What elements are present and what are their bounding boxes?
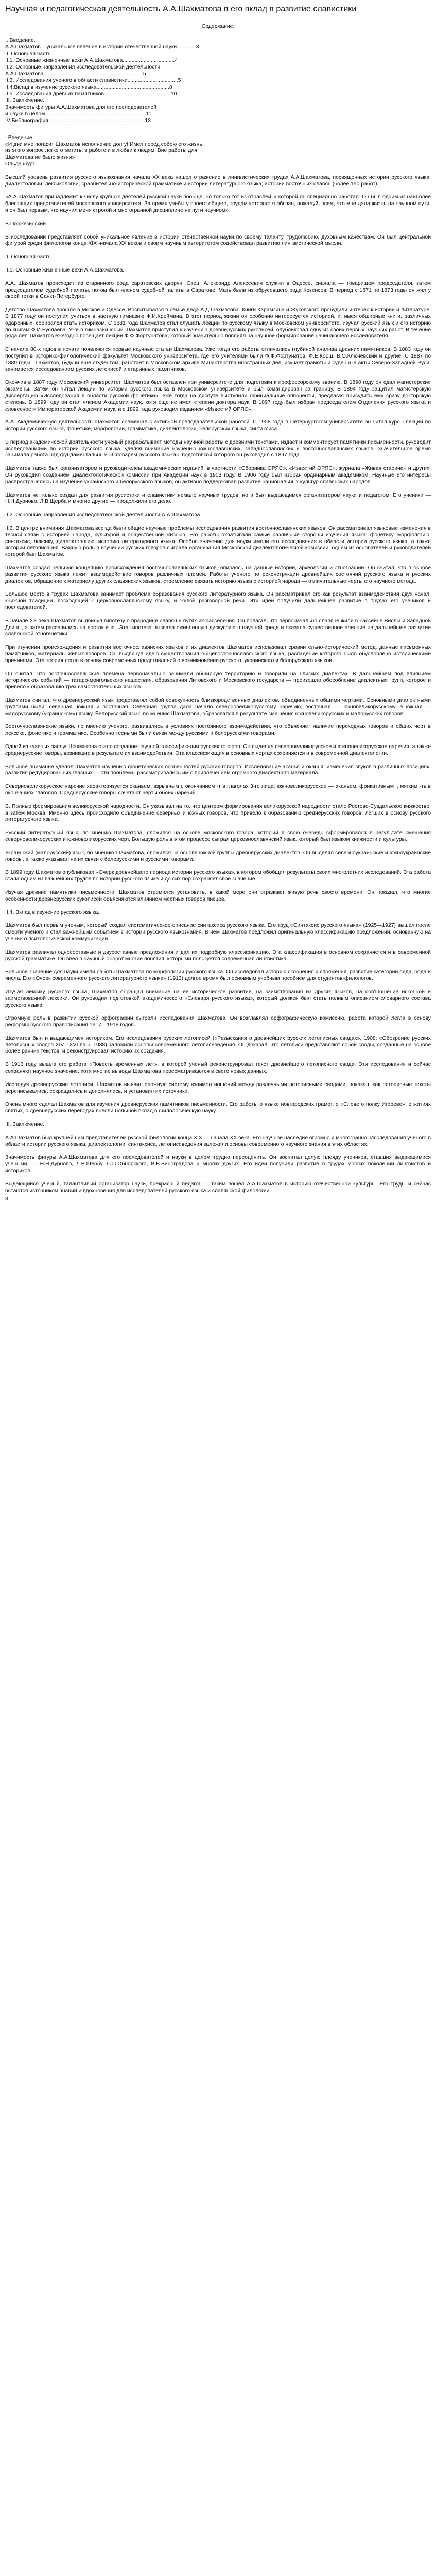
paragraph: II.2. Основные направления исследовательской деятельности А.А.Шахматова. xyxy=(5,512,202,518)
epigraph-line: Ольденбург. xyxy=(5,161,36,167)
paragraph: Шахматов различал односоставные и двусоставные предложения и дал их подробную классификацию. Эта классификация в основном сохраняется и в современной русской грамматике. Он ввел в научный оборот многие понятия, которыми пользуется современная лингвистика. xyxy=(5,949,431,962)
paragraph: Большое место в трудах Шахматова занимает проблема образования русского литературного языка. Он рассматривал его как результат взаимодействия двух начал: книжной традиции, восходящей к церковнославянскому языку, и живой разговорной речи. Эти идеи получили дальнейшее развитие в трудах его учеников и последователей. xyxy=(5,591,431,611)
paragraph: III. Заключение. xyxy=(5,1122,45,1128)
paragraph: Шахматов не только создал для развития русистики и славистики немало научных трудов, но и был выдающимся организатором науки и педагогом. Его ученики — Н.Н.Дурново, Л.В.Щерба и многие другие — продолжили его дело. xyxy=(5,492,431,505)
paragraph: II.3. В центре внимания Шахматова всегда были общие научные проблемы исследования развития восточнославянских языков. Он рассматривал языковые изменения в тесной связи с историей народа, культурой и общественной жизнью. Его работы охватывали самые различные стороны изучения языка: фонетику, морфологию, синтаксис, лексику, диалектологию, историю литературного языка. Особое значение для науки имели его исследования в области истории русского языка, а также истории летописания. Важную роль в изучении русских говоров сыграла организация Московской диалектологической комиссии, одним из основателей и руководителей которой был Шахматов. xyxy=(5,526,431,558)
paragraph: Шахматов также был организатором и руководителем академических изданий, в частности «Сборника ОРЯС», «Известий ОРЯС», журнала «Живая старина» и других. Он руководил созданием Диалектологической комиссии при Академии наук в 1903 году. В 1906 году был избран ординарным академиком. Научные его интересы распространялись на изучение украинского и белорусского языков, он активно поддерживал развитие национальных культур славянских народов. xyxy=(5,466,431,485)
toc-item: II.1. Основные жизненные вехи А.А.Шахматова...................................4 xyxy=(5,57,178,63)
paragraph: А.А.Шахматов был крупнейшим представителем русской филологии конца XIX — начала XX века. Его научное наследие огромно и многогранно. Исследования ученого в области истории русского языка, диалектологии, синтаксиса, летописеведения заложили основы современного научного знания в этих областях. xyxy=(5,1134,431,1147)
paragraph: «А.А.Шахматов принадлежит к числу крупных деятелей русской науки вообще, но только тот из отраслей, к которой он специально работал. Он был одним из наиболее блестящих представителей московского университета. За время учебы у своего общего, трудам которого я обязан, пожалуй, всем, что мне дала жизнь на научном пути, и он был первым, кто научил меня строгой и многогранной дисциплине на пути научном» xyxy=(5,194,431,213)
toc-item: IV Библиография.................................................................13 xyxy=(5,117,151,124)
toc-item: Значимость фигуры А.А.Шахматова для его последователей xyxy=(5,104,157,110)
paragraph: А.А. Шахматов происходит из старинного рода саратовских дворян. Отец, Александр Алексеевич служил в Одессе, сначала — товарищем председателя, затем председателем судебной палаты, потом был членом судебной палаты в Саратове. Мать была из обрусевшего рода Козенсов. В период с 1871 по 1873 годы он жил у своей тетки в Санкт-Петербурге. xyxy=(5,280,431,300)
paragraph: В 1916 году вышла его работа «Повесть временных лет», в которой ученый реконструировал текст древнейшего летописного свода. Эти исследования и сейчас сохраняют научное значение, хотя многие выводы Шахматова пересматриваются в свете новых данных. xyxy=(5,1062,431,1075)
paragraph: В исследовании представляет собой уникальное явление в истории отечественной науки по своему таланту, трудолюбию, духовным качествам. Он был центральной фигурой среди филологов конца XIX -начала XX веков и своим научным авторитетом содействовал развитию лингвистической мысли. xyxy=(5,234,431,247)
paragraph: Изучая лексику русского языка, Шахматов обращал внимание на ее историческое развитие, на заимствования из других языков, на соотношение исконной и заимствованной лексики. Он руководил подготовкой академического «Словаря русского языка», который должен был стать полным описанием словарного состава русского языка. xyxy=(5,989,431,1008)
toc-item: II.4.Вклад в изучение русского языка.................................................8 xyxy=(5,84,172,90)
paragraph: С начала 80-х годов в печати появляются первые научные статьи Шахматова. Уже тогда его работы отличались глубиной анализа древних памятников. В 1883 году он поступил в историко-филологический факультет Московского университета, где его учителями были Ф.Ф.Фортунатов, Ф.Е.Корш, В.О.Ключевский и другие. С 1887 по 1889 годы, Шахматов, будучи еще студентом, работает в Московском архиве Министерства иностранных дел, изучает грамоты и судебные акты Северо-Западной Руси, занимается исследованием русских летописей и старинных памятников. xyxy=(5,347,431,372)
paragraph: Большое внимание уделял Шахматов изучению фонетических особенностей русских говоров. Исследование аканья и оканья, изменения звуков в различных позициях, развития редуцированных гласных — эти проблемы рассматривались им с привлечением огромного диалектного материала. xyxy=(5,764,431,776)
paragraph: В 1899 году Шахматов опубликовал «Очерк древнейшего периода истории русского языка», в котором обобщил результаты своих многолетних исследований. Эта работа стала одним из важнейших трудов по истории русского языка и до сих пор сохраняет свое значение. xyxy=(5,870,431,883)
toc-item: II.2. Основные направления исследовательской деятельности xyxy=(5,64,161,70)
epigraph xyxy=(5,142,431,168)
paragraph: Окончив в 1887 году Московский университет, Шахматов был оставлен при университете для подготовки к профессорскому званию. В 1890 году он сдал магистерские экзамены. Затем он читал лекции по истории русского языка в Московском университете и был командирован за границу. В 1894 году защитил магистерскую диссертацию «Исследования в области русской фонетики». Уже тогда на диспуте выступили официальные оппоненты, предлагая присудить ему сразу докторскую степень. В 1899 году он стал членом Академии наук, хотя еще не имел степени доктора наук. В 1897 году был избран председателем Отделения русского языка и словесности Императорской Академии наук, и с 1899 года руководил изданием «Известий ОРЯС». xyxy=(5,380,431,412)
paragraph: В.Поржезинский. xyxy=(5,221,47,227)
paragraph: Высший уровень развития русского языкознания начала XX века нашел отражение в лингвистических трудах А.А.Шахматова, посвященных истории русского языка, диалектологии, лексикологии, сравнительно-исторической грамматике и истории литературного языка; истории восточных славян (более 150 работ). xyxy=(5,174,431,187)
page-title: Научная и педагогическая деятельность А.А.Шахматова в его вклад в развитие славистики xyxy=(5,5,357,13)
paragraph: Большое значение для науки имели работы Шахматова по морфологии русского языка. Он исследовал историю склонения и спряжения, развитие категории вида, рода и числа. Его «Очерк современного русского литературного языка» (1913) долгое время был основным учебным пособием для студентов-филологов. xyxy=(5,969,431,982)
document xyxy=(0,0,436,1209)
paragraph: Одной из главных заслуг Шахматова стало создание научной классификации русских говоров. Он выделял северновеликорусское и южновеликорусское наречия, а также среднерусские говоры, возникшие в результате их взаимодействия. Эта классификация в основных чертах сохраняется и в современной диалектологии. xyxy=(5,743,431,756)
toc-item: II.5. Исследования древних памятников.............................................10 xyxy=(5,91,177,97)
paragraph: Выдающийся ученый, талантливый организатор науки, прекрасный педагог — таким вошел А.А.Шахматов в историю отечественной культуры. Его труды и сейчас остаются источником знаний и вдохновения для исследователей русского языка и славянской филологии. xyxy=(5,1181,431,1194)
paragraph: Шахматов был первым ученым, который создал систематическое описание синтаксиса русского языка. Его труд «Синтаксис русского языка» (1925—1927) вышел после смерти ученого и стал важнейшим событием в истории русского языкознания. В нем Шахматов предложил оригинальную классификацию предложений, основанную на учении о психологической коммуникации. xyxy=(5,923,431,942)
body-text xyxy=(5,168,431,1195)
intro-heading: I.Введение. xyxy=(5,134,34,141)
toc-item: I. Введение. xyxy=(5,37,36,43)
paragraph: Он считал, что восточнославянские племена первоначально занимали обширную территорию и говорили на близких диалектах. В дальнейшем под влиянием исторических событий — татаро-монгольского нашествия, образования Литовского и Московского государств — произошло обособление диалектных групп, которое и привело к образованию трех самостоятельных языков. xyxy=(5,671,431,690)
toc-item: III. Заключение. xyxy=(5,97,45,104)
paragraph: В. Полные формирования великорусской народности. Он указывал на то, что центром формирования великорусской народности стало Ростово-Суздальское княжество, а затем Москва. Именно здесь происходило объединение северных и южных говоров, что привело к образованию среднерусских говоров, легших в основу русского литературного языка. xyxy=(5,803,431,823)
paragraph: Восточнославянские языки, по мнению ученого, развивались в условиях постоянного взаимодействия, что объясняет наличие переходных говоров и общих черт в лексике, фонетике и грамматике. Особенно тесными были связи между русскими и белорусскими говорами. xyxy=(5,724,431,737)
toc-item: II.3. Исследования ученого в области славистики..................................5 xyxy=(5,77,181,83)
epigraph-line: из этого вопрос легко ответить: в работе и в любви к людям. Вне работы для xyxy=(5,148,198,154)
toc-item: II. Основная часть. xyxy=(5,50,53,57)
paragraph: Значимость фигуры А.А.Шахматова для его последователей и науки в целом трудно переоценить. Он воспитал целую плеяду учеников, ставших выдающимися учеными, — Н.Н.Дурново, Л.В.Щербу, С.П.Обнорского, В.В.Виноградова и многих других. Его идеи получили развитие в трудах многих поколений лингвистов и историков. xyxy=(5,1155,431,1174)
toc-item: А.А.Шахматов – уникальное явление в истории отечественной науки.............3 xyxy=(5,44,199,50)
epigraph-line: Шахматова не было жизни» xyxy=(5,155,75,161)
paragraph: А.А. Академическую деятельность Шахматов совмещал с активной преподавательской работой. С 1908 года в Петербургском университете он читал курсы лекций по истории русского языка, фонетике, морфологии, грамматике, диалектологии, белорусских языка, синтаксиса. xyxy=(5,419,431,432)
paragraph: II. Основная часть. xyxy=(5,254,53,260)
introduction-section xyxy=(5,135,431,1195)
toc-item: и науки в целом....................................................................11 xyxy=(5,111,152,117)
paragraph: Шахматов создал цельную концепцию происхождения восточнославянских языков, опираясь на данные истории, археологии и этнографии. Он считал, что в основе развития русского языка лежит взаимодействие говоров различных племен. Работы ученого по реконструкции древнейших состояний русского языка и русских диалектов, обращение к материалу других славянских языков, стремление связать историю языка с историей народа — отличительные черты его научного метода. xyxy=(5,565,431,584)
paragraph: В начале XX века Шахматов выдвинул гипотезу о прародине славян и путях их расселения. Он полагал, что первоначально славяне жили в бассейне Вислы и Западной Двины, а затем расселились на восток и юг. Эта гипотеза вызвала оживленную дискуссию в научной среде и оказала существенное влияние на дальнейшее развитие славянской этногенетики. xyxy=(5,618,431,637)
paragraph: В период академической деятельности ученый разрабатывает методы научной работы с древними текстами, издает и комментирует памятники письменности, руководит исследованиями по истории русского языка, уделяя внимание изучению южнославянских, западнославянских и восточнославянских языков. Значительное время занимала работа над фундаментальным «Словарем русского языка», подготовкой которого он руководил с 1897 года. xyxy=(5,439,431,459)
paragraph: Огромную роль в развитии русской орфографии сыграли исследования Шахматова. Он возглавлял орфографическую комиссию, работа которой легла в основу реформы русского правописания 1917—1918 годов. xyxy=(5,1015,431,1028)
paragraph: Украинский (малорусский) язык, по мнению Шахматова, сложился на основе южной группы древнерусских диалектов. Он выделял северноукраинские и южноукраинские говоры, а также указывал на их связи с белорусскими и русскими говорами. xyxy=(5,850,431,862)
page-number: 3 xyxy=(5,1196,8,1202)
toc-item: А.А.Шахматова...................................................................5 xyxy=(5,71,146,77)
paragraph: Шахматов считал, что древнерусский язык представлял собой совокупность близкородственных диалектов, объединенных общими чертами. Основными диалектными группами были: северная, южная и восточная. Северная группа дала начало северновеликорусскому наречию, восточная — южновеликорусскому, а южная — малорусскому (украинскому) языку. Белорусский язык, по мнению Шахматова, образовался в результате смешения южновеликорусских и малорусских говоров. xyxy=(5,698,431,717)
paragraph: При изучении происхождения и развития восточнославянских языков и их диалектов Шахматов использовал сравнительно-исторический метод, данные письменных памятников, материалы живых говоров. Он выдвинул идею существования общевосточнославянского языка, распадение которого было обусловлено историческими причинами. Эта теория легла в основу современных представлений о возникновении русского, украинского и белорусского языков. xyxy=(5,645,431,664)
epigraph-line: «И дни мне погасит Шахматов исполнение долгу! Имел перед собою его жизнь, xyxy=(5,141,204,147)
toc-list xyxy=(5,38,431,125)
paragraph: Исследуя древнерусские летописи, Шахматов выявил сложную систему взаимоотношений между различными летописными сводами, показал, как летописные тексты переписывались, сокращались и дополнялись, и установил их источники. xyxy=(5,1081,431,1094)
paragraph: II.4. Вклад в изучение русского языка. xyxy=(5,909,100,916)
paragraph: Детство Шахматова прошло в Москве и Одессе. Воспитывался в семье деда А.Д.Шахматова. Книги Карамзина и Жуковского пробудили интерес к истории и литературе. В 1877 году он поступил учиться в частную гимназию Ф.И.Креймана. В этот период жизни он особенно интересуется историей, и, имея обширные книги, различных одарённых, собирался стать историком. С 1881 года Шахматов стал слушать лекции по русскому языку в Московском университете, изучал русский язык и его историю по книгам Ф.И.Буслаева. Уже в гимназии юный Шахматов приступил к изучению древнерусских рукописей, опубликовал одну из своих первых научных работ. В течение ряда лет Шахматов ежегодно посещает лекции Ф.Ф.Фортунатова, который значительно повлиял на научное формирование начинающего исследователя. xyxy=(5,307,431,340)
table-of-contents xyxy=(5,24,431,125)
paragraph: Очень много сделал Шахматов для изучения древнерусских памятников письменности. Его работы о языке новгородских грамот, о «Слове о полку Игореве», о житиях святых, о древнерусских переводах внесли большой вклад в филологическую науку. xyxy=(5,1101,431,1114)
paragraph: II.1. Основные жизненные вехи А.А.Шахматова. xyxy=(5,267,125,273)
toc-heading: Содержание. xyxy=(201,24,235,29)
paragraph: Изучая древние памятники письменности, Шахматов стремился установить, в какой мере они отражают живую речь своего времени. Он показал, что многие особенности древнерусских рукописей объясняются влиянием местных говоров писцов. xyxy=(5,889,431,902)
paragraph: Шахматов был и выдающимся историком. Его исследования русских летописей («Разыскания о древнейших русских летописных сводах», 1908; «Обозрение русских летописных сводов XIV—XVI вв.», 1938) заложили основы современного летописеведения. Он доказал, что летописи представляют собой своды, созданные на основе более ранних текстов, и реконструировал историю их создания. xyxy=(5,1035,431,1055)
paragraph: Северновеликорусское наречие характеризуется оканьем, взрывным г, окончанием -т в глаголах 3-го лица; южновеликорусское — аканьем, фрикативным г, мягким -ть в окончаниях глаголов. Среднерусские говоры сочетают черты обоих наречий. xyxy=(5,784,431,796)
paragraph: Русский литературный язык, по мнению Шахматова, сложился на основе московского говора, который в свою очередь сформировался в результате смешения северновеликорусских и южновеликорусских черт. Большую роль в этом процессе сыграл церковнославянский язык, который был языком книжности и культуры. xyxy=(5,830,431,842)
